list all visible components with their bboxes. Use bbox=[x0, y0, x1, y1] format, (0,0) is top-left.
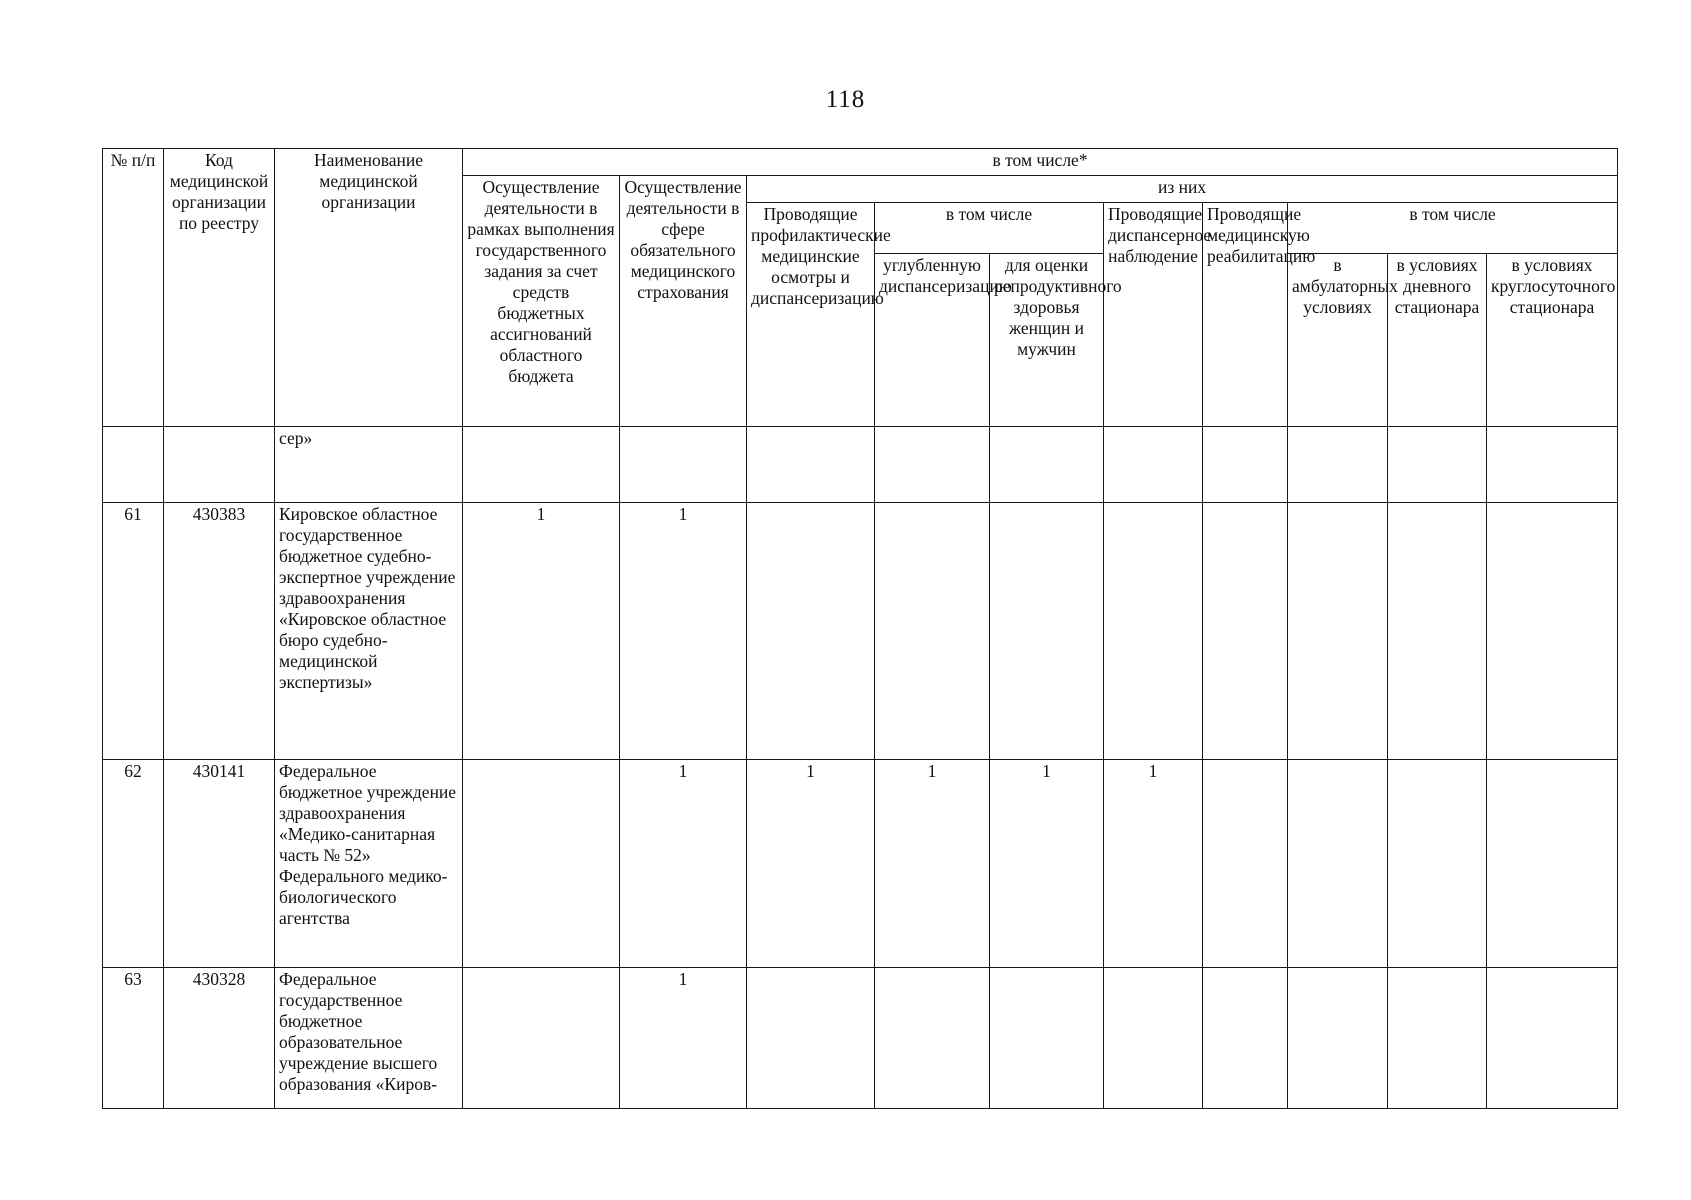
header-repro: для оценки репродуктивного здоровья женщин и мужчин bbox=[990, 254, 1104, 427]
table-row bbox=[103, 968, 1618, 1109]
page-number: 118 bbox=[825, 86, 866, 113]
cell-oms: 1 bbox=[620, 760, 747, 968]
cell-prof bbox=[747, 427, 875, 503]
header-num: № п/п bbox=[103, 149, 164, 427]
cell-disp bbox=[1104, 427, 1203, 503]
cell-amb bbox=[1288, 968, 1388, 1109]
header-group-including-3: в том числе bbox=[1288, 203, 1618, 254]
cell-code: 430328 bbox=[164, 968, 275, 1109]
header-rehab: Проводящие медицинскую реабилитацию bbox=[1203, 203, 1288, 427]
cell-name: Кировское областное государственное бюджетное судебно-экспертное учреждение здравоохранения «Кировское областное бюро судебно-медицинской экспертизы» bbox=[275, 503, 463, 760]
cell-name: Федеральное бюджетное учреждение здравоохранения «Медико-санитарная часть № 52» Федерального медико-биологического агентства bbox=[275, 760, 463, 968]
header-amb: в амбулаторных условиях bbox=[1288, 254, 1388, 427]
header-code: Код медицинской организации по реестру bbox=[164, 149, 275, 427]
cell-name: Федеральное государственное бюджетное образовательное учреждение высшего образования «Киров- bbox=[275, 968, 463, 1109]
header-deep: углубленную диспансеризацию bbox=[875, 254, 990, 427]
medical-organizations-table bbox=[102, 148, 1618, 1109]
table-body bbox=[103, 427, 1618, 1109]
cell-deep bbox=[875, 503, 990, 760]
cell-deep bbox=[875, 968, 990, 1109]
cell-repro bbox=[990, 968, 1104, 1109]
header-name: Наименование медицинской организации bbox=[275, 149, 463, 427]
cell-name: сер» bbox=[275, 427, 463, 503]
cell-round bbox=[1487, 760, 1618, 968]
header-day: в условиях дневного стационара bbox=[1388, 254, 1487, 427]
table-row bbox=[103, 503, 1618, 760]
cell-rehab bbox=[1203, 503, 1288, 760]
cell-day bbox=[1388, 427, 1487, 503]
cell-oms: 1 bbox=[620, 968, 747, 1109]
cell-day bbox=[1388, 503, 1487, 760]
cell-day bbox=[1388, 968, 1487, 1109]
cell-rehab bbox=[1203, 427, 1288, 503]
cell-disp: 1 bbox=[1104, 760, 1203, 968]
cell-oms: 1 bbox=[620, 503, 747, 760]
cell-state-task bbox=[463, 760, 620, 968]
cell-rehab bbox=[1203, 760, 1288, 968]
cell-code: 430141 bbox=[164, 760, 275, 968]
cell-disp bbox=[1104, 968, 1203, 1109]
cell-disp bbox=[1104, 503, 1203, 760]
cell-prof bbox=[747, 503, 875, 760]
cell-round bbox=[1487, 968, 1618, 1109]
cell-deep bbox=[875, 427, 990, 503]
cell-rehab bbox=[1203, 968, 1288, 1109]
cell-repro bbox=[990, 427, 1104, 503]
table-row bbox=[103, 427, 1618, 503]
cell-oms bbox=[620, 427, 747, 503]
cell-state-task: 1 bbox=[463, 503, 620, 760]
cell-round bbox=[1487, 427, 1618, 503]
cell-num bbox=[103, 427, 164, 503]
cell-num: 62 bbox=[103, 760, 164, 968]
cell-round bbox=[1487, 503, 1618, 760]
header-round: в условиях круглосуточного стационара bbox=[1487, 254, 1618, 427]
cell-code: 430383 bbox=[164, 503, 275, 760]
cell-num: 61 bbox=[103, 503, 164, 760]
cell-amb bbox=[1288, 760, 1388, 968]
cell-prof: 1 bbox=[747, 760, 875, 968]
cell-amb bbox=[1288, 427, 1388, 503]
cell-state-task bbox=[463, 968, 620, 1109]
header-state-task: Осуществление деятельности в рамках выполнения государственного задания за счет средств бюджетных ассигнований областного бюджета bbox=[463, 176, 620, 427]
cell-repro bbox=[990, 503, 1104, 760]
cell-day bbox=[1388, 760, 1487, 968]
cell-code bbox=[164, 427, 275, 503]
cell-amb bbox=[1288, 503, 1388, 760]
cell-prof bbox=[747, 968, 875, 1109]
cell-num: 63 bbox=[103, 968, 164, 1109]
header-group-including: в том числе* bbox=[463, 149, 1618, 176]
cell-deep: 1 bbox=[875, 760, 990, 968]
table-row bbox=[103, 760, 1618, 968]
header-group-of-them: из них bbox=[747, 176, 1618, 203]
cell-repro: 1 bbox=[990, 760, 1104, 968]
header-disp: Проводящие диспансерное наблюдение bbox=[1104, 203, 1203, 427]
header-oms: Осуществление деятельности в сфере обязательного медицинского страхования bbox=[620, 176, 747, 427]
header-prof: Проводящие профилактические медицинские осмотры и диспансеризацию bbox=[747, 203, 875, 427]
header-group-including-2: в том числе bbox=[875, 203, 1104, 254]
cell-state-task bbox=[463, 427, 620, 503]
table-header bbox=[103, 149, 1618, 427]
